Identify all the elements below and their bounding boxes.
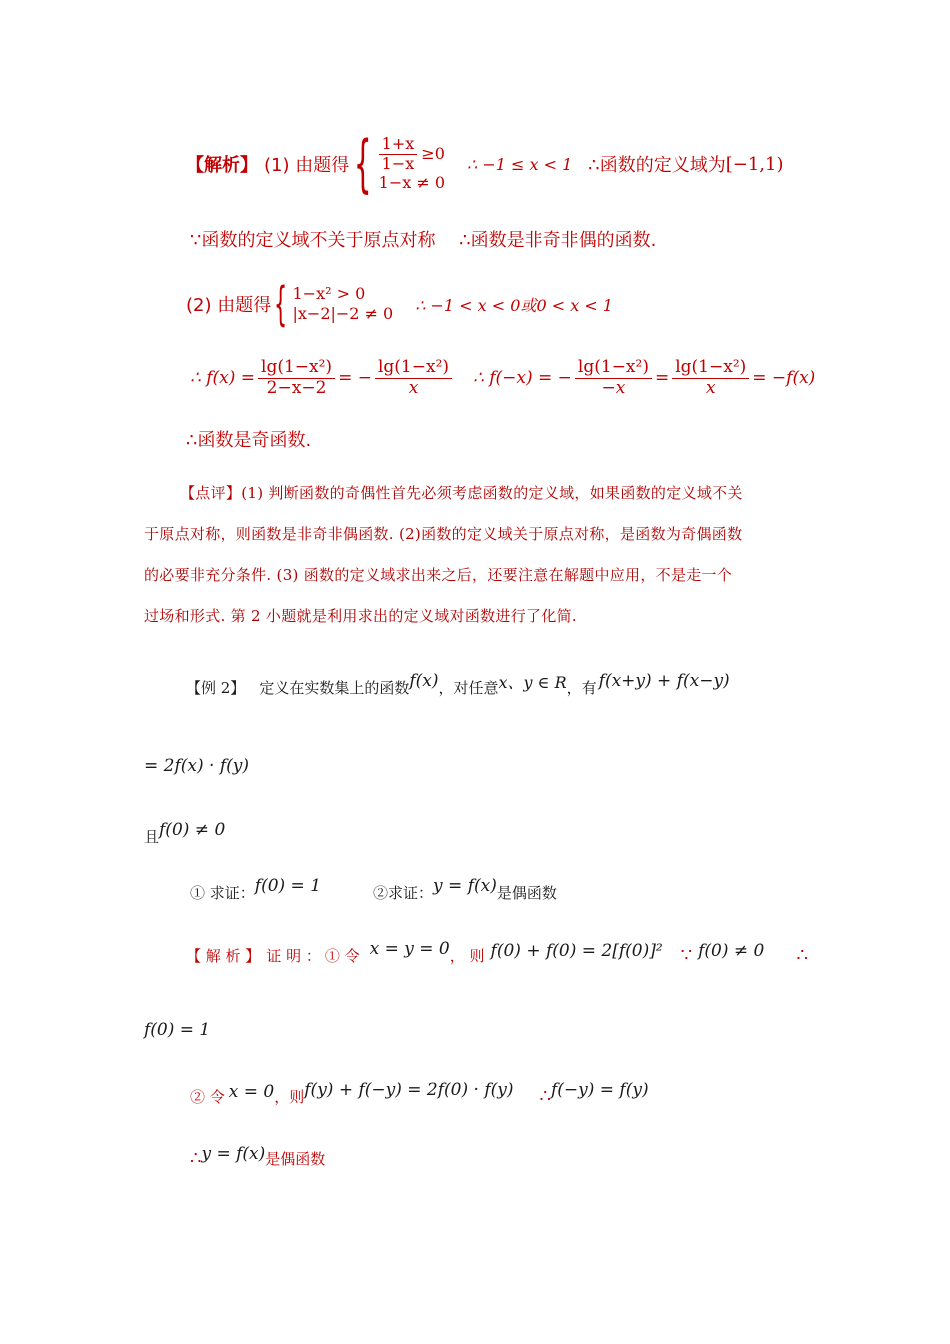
comment-line1 — [144, 473, 816, 514]
domain1-text: ∴函数的定义域为 — [588, 155, 726, 176]
comment-line4: 过场和形式. 第 2 小题就是利用求出的定义域对函数进行了化简. — [144, 607, 577, 625]
solution1-part2 — [186, 274, 613, 334]
example2-have: ，有 — [566, 678, 597, 697]
brace-icon: { — [274, 277, 288, 331]
eq1-mid: = − — [338, 368, 372, 388]
step2-eq: f(y) + f(−y) = 2f(0) · f(y) — [304, 1080, 514, 1100]
comment-block — [144, 473, 816, 637]
example2-line1 — [186, 672, 730, 702]
eq2-rhs: = −f(x) — [752, 368, 816, 388]
q1-label: ① 求证： — [190, 883, 255, 902]
eq1-f2-num: lg(1−x²) — [375, 358, 452, 379]
proof-label: 证 明 ： — [266, 946, 321, 965]
example2-eq-cont: = 2f(x) · f(y) — [144, 756, 249, 776]
sys2-row2: |x−2|−2 ≠ 0 — [292, 304, 394, 323]
example2-anyxy: ，对任意 — [438, 678, 499, 697]
final-eq: y = f(x) — [201, 1144, 266, 1164]
solution1-line1 — [186, 126, 783, 202]
step2-set: x = 0 — [228, 1082, 275, 1102]
example2-questions — [190, 876, 557, 908]
eq2-mid: = — [654, 368, 670, 388]
comment-text1: (1) 判断函数的奇偶性首先必须考虑函数的定义域，如果函数的定义域不关 — [241, 484, 743, 502]
eq2-f2-num: lg(1−x²) — [672, 358, 749, 379]
comment-line2: 于原点对称，则函数是非奇非偶函数. (2)函数的定义域关于原点对称，是函数为奇偶函数 — [144, 525, 743, 543]
sys1-den: 1−x — [381, 153, 415, 173]
eq2-f1-den: −x — [601, 377, 626, 398]
solution1-line2 — [190, 226, 656, 252]
eq2-lhs: ∴ f(−x) = − — [473, 368, 572, 388]
result1: f(0) = 1 — [144, 1020, 211, 1040]
therefore-icon: ∴ — [796, 944, 808, 966]
brace-icon: { — [354, 127, 372, 200]
proof-line1 — [186, 938, 808, 972]
solution1-equations — [190, 350, 815, 406]
proof-final — [190, 1142, 325, 1174]
example2-cond: f(0) ≠ 0 — [159, 820, 226, 840]
eq2-f2-den: x — [705, 377, 716, 398]
comment-line3: 的必要非充分条件. (3) 函数的定义域求出来之后，还要注意在解题中应用，不是走一个 — [144, 566, 733, 584]
example2-tag: 【例 2】 — [186, 678, 246, 697]
q2-tail: 是偶函数 — [496, 883, 557, 902]
eq1-f1-den: 2−x−2 — [266, 377, 327, 398]
step2-label: ② 令 — [190, 1087, 225, 1106]
part2-label: (2) 由题得 — [186, 295, 272, 316]
eq2-f1-num: lg(1−x²) — [575, 358, 652, 379]
therefore-icon: ∴ — [190, 1147, 202, 1169]
solution1-conclusion: ∴函数是奇函数. — [186, 430, 312, 451]
step1-label: ① 令 — [324, 946, 360, 965]
proof-tag: 【 解 析 】 — [186, 946, 261, 965]
step1-eq: f(0) + f(0) = 2[f(0)]² — [490, 941, 663, 961]
then2: ，则 — [274, 1087, 305, 1106]
eq1-lhs: ∴ f(x) = — [190, 368, 256, 388]
system2 — [293, 284, 394, 324]
solution-tag: 【解析】 — [186, 155, 258, 176]
q2-label: ②求证： — [373, 883, 434, 902]
therefore-icon: ∴ — [539, 1085, 551, 1107]
and-label: 且 — [144, 827, 160, 846]
final-tail: 是偶函数 — [265, 1149, 326, 1168]
proof-line2 — [190, 1080, 649, 1112]
eq1-f2-den: x — [408, 377, 419, 398]
example2-xy: x、y ∈ R — [498, 672, 567, 692]
step1-set: x = y = 0 — [369, 939, 450, 959]
example2-intro: 定义在实数集上的函数 — [259, 678, 410, 697]
eq1-f1-num: lg(1−x²) — [258, 358, 335, 379]
q2-eq: y = f(x) — [433, 876, 497, 896]
system1 — [379, 135, 445, 193]
example2-fx: f(x) — [409, 671, 439, 691]
q1-eq: f(0) = 1 — [254, 876, 322, 896]
comment-tag: 【点评】 — [180, 484, 242, 502]
sys1-ineq: ≥0 — [421, 144, 445, 163]
non-odd-even: ∴函数是非奇非偶的函数. — [459, 230, 657, 251]
domain1-interval: [−1,1) — [725, 153, 784, 175]
example2-cond-line — [144, 816, 225, 844]
sys2-row1: 1−x² > 0 — [292, 284, 366, 303]
sys1-num: 1+x — [379, 135, 418, 154]
step1-cond: f(0) ≠ 0 — [698, 941, 765, 961]
range2: ∴ −1 < x < 0或0 < x < 1 — [415, 295, 613, 315]
domain-not-symmetric: ∵函数的定义域不关于原点对称 — [190, 230, 436, 251]
example2-eq-top: f(x+y) + f(x−y) — [598, 671, 730, 691]
step2-result: f(−y) = f(y) — [550, 1080, 649, 1100]
then1: ， 则 — [449, 946, 485, 965]
part1-label: (1) 由题得 — [264, 155, 350, 176]
sys1-row2: 1−x ≠ 0 — [378, 172, 446, 192]
range1: ∴ −1 ≤ x < 1 — [467, 154, 573, 174]
because-icon: ∵ — [680, 944, 693, 966]
